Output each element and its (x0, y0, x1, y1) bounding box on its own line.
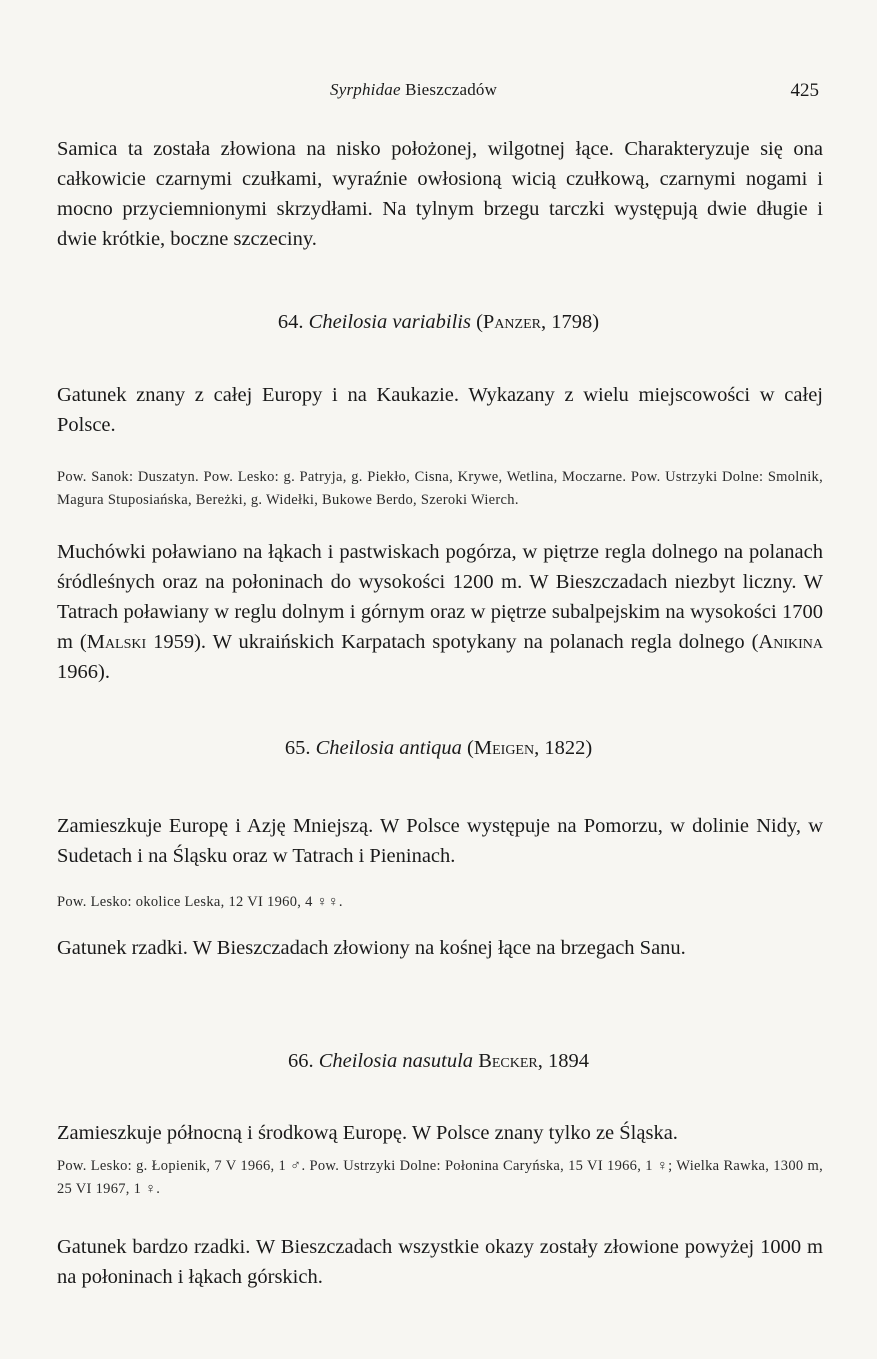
paragraph-remark-66: Gatunek bardzo rzadki. W Bieszczadach wszystkie okazy zostały złowione powyżej 1000 m na połoninach i łąkach górskich. (57, 1236, 823, 1288)
species-author: Panzer (482, 311, 541, 333)
paragraph-remark-65: Gatunek rzadki. W Bieszczadach złowiony na kośnej łące na brzegach Sanu. (57, 937, 686, 959)
species-author: Meigen (473, 737, 535, 759)
species-number: 64. (277, 311, 309, 333)
paragraph-distribution-65: Zamieszkuje Europę i Azję Mniejszą. W Polsce występuje na Pomorzu, w dolinie Nidy, w Sudetach i na Śląsku oraz w Tatrach i Pieninach. (57, 815, 823, 867)
page-header (0, 80, 877, 110)
ecology-text-b: 1959). W ukraińskich Karpatach spotykany na polanach regla dolnego ( (146, 631, 759, 653)
species-name: Cheilosia nasutula (318, 1050, 474, 1072)
author-year: , 1822) (534, 737, 593, 759)
ecology-text-a: Muchówki poławiano na łąkach i pastwiskach pogórza, w piętrze regla dolnego na polanach śródleśnych oraz na połoninach do wysokości 1200 m. W Bieszczadach niezbyt liczny. W Tatrach poławiany w reglu dolnym i górnym oraz w piętrze subalpejskim na wysokości 1700 m ( (57, 541, 823, 653)
species-heading-65 (0, 733, 877, 763)
author-year: , 1798) (541, 311, 600, 333)
paragraph-female-description: Samica ta została złowiona na nisko położonej, wilgotnej łące. Charakteryzuje się ona całkowicie czarnymi czułkami, wyraźnie owłosioną wicią czułkową, czarnymi nogami i mocno przyciemnionymi skrzydłami. Na tylnym brzegu tarczki występują dwie długie i dwie krótkie, boczne szczeciny. (57, 138, 823, 250)
paragraph-distribution-64: Gatunek znany z całej Europy i na Kaukazie. Wykazany z wielu miejscowości w całej Polsce. (57, 384, 823, 436)
species-name: Cheilosia antiqua (315, 737, 462, 759)
ecology-text-c: 1966). (57, 661, 110, 683)
running-title-region: Bieszczadów (400, 80, 498, 99)
species-heading-64 (0, 307, 877, 337)
running-title-family: Syrphidae (330, 80, 401, 99)
species-author: Becker (478, 1050, 538, 1072)
species-number: 65. (284, 737, 316, 759)
page-number: 425 (790, 80, 819, 101)
author-year: , 1894 (537, 1050, 590, 1072)
reference-anikina: Anikina (758, 631, 823, 653)
paragraph-ecology-64 (57, 537, 823, 687)
paragraph-distribution-66: Zamieszkuje północną i środkową Europę. W Polsce znany tylko ze Śląska. (57, 1122, 678, 1144)
reference-malski: Malski (86, 631, 147, 653)
author-open: ( (461, 737, 474, 759)
species-name: Cheilosia variabilis (308, 311, 471, 333)
localities-64: Pow. Sanok: Duszatyn. Pow. Lesko: g. Patryja, g. Piekło, Cisna, Krywe, Wetlina, Moczarne. Pow. Ustrzyki Dolne: Smolnik, Magura Stuposiańska, Bereżki, g. Widełki, Bukowe Berdo, Szeroki Wierch. (57, 469, 823, 508)
author-open: ( (470, 311, 483, 333)
localities-65: Pow. Lesko: okolice Leska, 12 VI 1960, 4 ♀♀. (57, 894, 343, 910)
running-title (330, 80, 497, 100)
localities-66: Pow. Lesko: g. Łopienik, 7 V 1966, 1 ♂. Pow. Ustrzyki Dolne: Połonina Caryńska, 15 VI 1966, 1 ♀; Wielka Rawka, 1300 m, 25 VI 1967, 1 ♀. (57, 1158, 823, 1197)
species-number: 66. (287, 1050, 319, 1072)
species-heading-66 (0, 1046, 877, 1076)
